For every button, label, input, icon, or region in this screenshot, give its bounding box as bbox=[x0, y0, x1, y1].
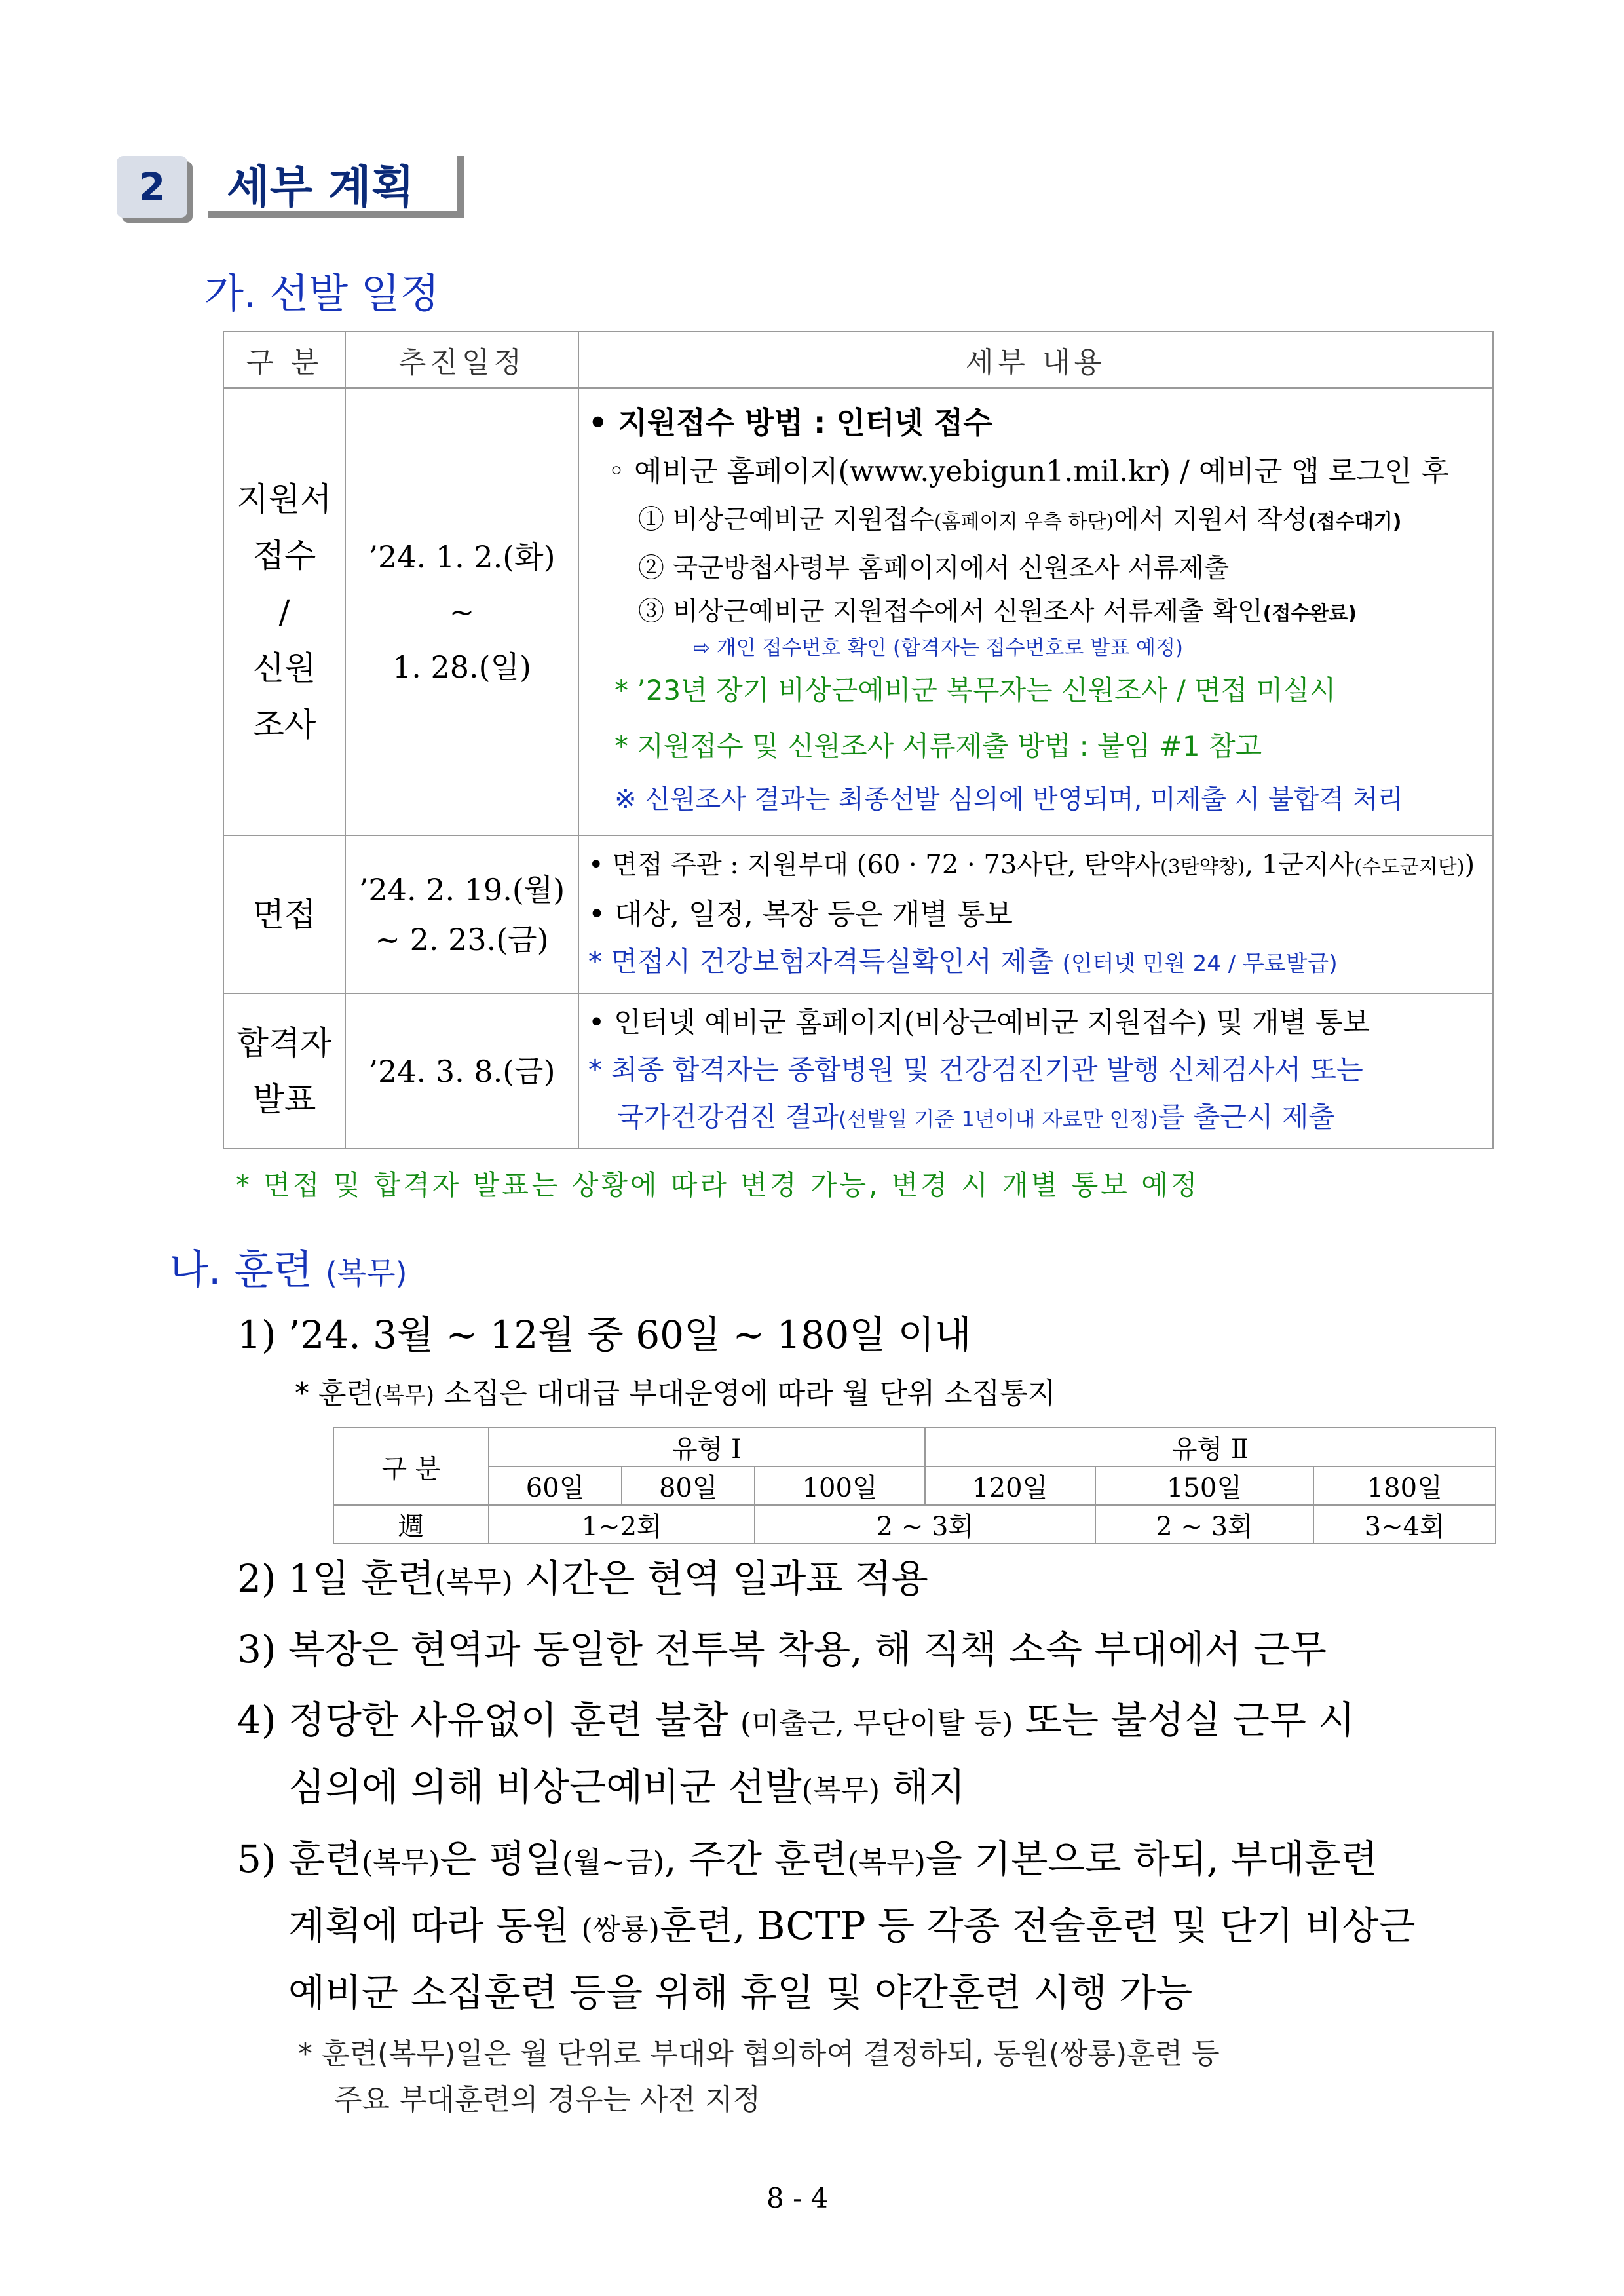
date-line: ’24. 1. 2.(화) bbox=[368, 539, 556, 575]
training-item-5-cont bbox=[288, 1895, 1416, 1950]
text-part: 5) 훈련 bbox=[237, 1837, 362, 1881]
schedule-footnote: * 면접 및 합격자 발표는 상황에 따라 변경 가능, 변경 시 개별 통보 예정 bbox=[236, 1169, 1200, 1201]
freq-cell: 2 ~ 3회 bbox=[1095, 1505, 1314, 1544]
freq-cell: 2 ~ 3회 bbox=[755, 1505, 1095, 1544]
text-part: (3탄약창) bbox=[1160, 856, 1245, 879]
days-cell: 150일 bbox=[1095, 1466, 1314, 1505]
detail-step bbox=[588, 591, 1486, 634]
training-heading bbox=[169, 1237, 407, 1295]
days-cell: 80일 bbox=[622, 1466, 755, 1505]
category-line: 면접 bbox=[252, 895, 316, 934]
training-item-1-note bbox=[295, 1369, 1055, 1411]
training-item-1: 1) ’24. 3월 ~ 12월 중 60일 ~ 180일 이내 bbox=[237, 1312, 972, 1357]
section-number-badge: 2 bbox=[117, 156, 187, 218]
text-part: (수도군지단) bbox=[1354, 856, 1465, 879]
text-part: (인터넷 민원 24 / 무료발급) bbox=[1062, 951, 1338, 977]
detail-line: • 대상, 일정, 복장 등은 개별 통보 bbox=[588, 898, 1013, 931]
type-2-header: 유형 Ⅱ bbox=[925, 1428, 1496, 1466]
date-line: ~ bbox=[449, 594, 475, 630]
week-label: 週 bbox=[333, 1505, 489, 1544]
training-item-3: 3) 복장은 현역과 동일한 전투복 착용, 해 직책 소속 부대에서 근무 bbox=[237, 1627, 1327, 1672]
text-part: • 면접 주관 : 지원부대 (60 · 72 · 73사단, 탄약사 bbox=[588, 850, 1160, 880]
detail-line bbox=[588, 841, 1486, 891]
row-category bbox=[223, 835, 345, 993]
heading-text: 나. 훈련 bbox=[169, 1246, 313, 1293]
text-part: (복무) bbox=[374, 1383, 435, 1409]
training-item-4 bbox=[237, 1689, 1355, 1744]
date-line: 1. 28.(일) bbox=[392, 649, 531, 685]
training-item-2 bbox=[237, 1548, 928, 1603]
detail-blue-note bbox=[588, 938, 1486, 987]
freq-cell: 3~4회 bbox=[1313, 1505, 1496, 1544]
step-text: ③ 비상근예비군 지원접수에서 신원조사 서류제출 확인 bbox=[638, 596, 1263, 626]
days-cell: 180일 bbox=[1313, 1466, 1496, 1505]
header-category: 구 분 bbox=[223, 332, 345, 388]
training-item-4-cont bbox=[288, 1756, 966, 1811]
training-item-5 bbox=[237, 1828, 1378, 1883]
text-part: (월~금) bbox=[561, 1846, 665, 1879]
step-small: (홈페이지 우측 하단) bbox=[934, 510, 1114, 533]
text-part: (쌍룡) bbox=[581, 1913, 660, 1946]
text-part: 시간은 현역 일과표 적용 bbox=[512, 1556, 928, 1601]
text-part: (선발일 기준 1년이내 자료만 인정) bbox=[838, 1107, 1158, 1132]
row-details bbox=[578, 388, 1493, 835]
category-line: / bbox=[278, 592, 290, 631]
table-row bbox=[333, 1505, 1496, 1544]
step-text: ② 국군방첩사령부 홈페이지에서 신원조사 서류제출 bbox=[638, 552, 1230, 583]
detail-blue-note: * 최종 합격자는 종합병원 및 건강검진기관 발행 신체검사서 또는 bbox=[588, 1054, 1363, 1086]
step-tag: (접수완료) bbox=[1262, 602, 1357, 625]
text-part: 심의에 의해 비상근예비군 선발 bbox=[288, 1765, 802, 1809]
detail-blue-note: ※ 신원조사 결과는 최종선발 심의에 반영되며, 미제출 시 불합격 처리 bbox=[614, 784, 1403, 814]
step-tag: (접수대기) bbox=[1308, 510, 1402, 533]
category-line: 조사 bbox=[252, 705, 316, 744]
header-details: 세부 내용 bbox=[578, 332, 1493, 388]
days-cell: 120일 bbox=[925, 1466, 1095, 1505]
table-row bbox=[333, 1428, 1496, 1466]
text-part: 또는 불성실 근무 시 bbox=[1013, 1698, 1355, 1742]
text-part: , 1군지사 bbox=[1245, 850, 1355, 880]
training-label: 구 분 bbox=[333, 1428, 489, 1505]
text-part: , 주간 훈련 bbox=[664, 1837, 848, 1881]
row-details bbox=[578, 835, 1493, 993]
detail-green-note: * ’23년 장기 비상근예비군 복무자는 신원조사 / 면접 미실시 bbox=[614, 674, 1336, 706]
schedule-header-row bbox=[223, 332, 1493, 388]
text-part: 를 출근시 제출 bbox=[1158, 1101, 1335, 1133]
detail-line: • 인터넷 예비군 홈페이지(비상근예비군 지원접수) 및 개별 통보 bbox=[588, 1006, 1370, 1039]
text-part: (복무) bbox=[434, 1565, 513, 1599]
row-details bbox=[578, 993, 1493, 1149]
table-row bbox=[223, 835, 1493, 993]
category-line: 신원 bbox=[252, 649, 316, 687]
detail-sub: ◦ 예비군 홈페이지(www.yebigun1.mil.kr) / 예비군 앱 로그인 후 bbox=[608, 454, 1449, 488]
days-cell: 100일 bbox=[755, 1466, 925, 1505]
row-dates bbox=[345, 993, 578, 1149]
table-row bbox=[223, 993, 1493, 1149]
training-item-5-note: * 훈련(복무)일은 월 단위로 부대와 협의하여 결정하되, 동원(쌍룡)훈련 등 bbox=[298, 2037, 1220, 2071]
table-row bbox=[333, 1466, 1496, 1505]
detail-bullet: • 지원접수 방법 : 인터넷 접수 bbox=[588, 404, 992, 440]
date-line: ’24. 3. 8.(금) bbox=[368, 1053, 556, 1089]
text-part: * 훈련 bbox=[295, 1377, 374, 1410]
days-cell: 60일 bbox=[489, 1466, 622, 1505]
header-dates: 추진일정 bbox=[345, 332, 578, 388]
text-part: 훈련, BCTP 등 각종 전술훈련 및 단기 비상근 bbox=[659, 1904, 1416, 1948]
row-dates bbox=[345, 388, 578, 835]
text-part: (복무) bbox=[847, 1846, 926, 1879]
text-part: 계획에 따라 동원 bbox=[288, 1904, 582, 1948]
detail-arrow-note: ⇨ 개인 접수번호 확인 (합격자는 접수번호로 발표 예정) bbox=[693, 636, 1184, 660]
text-part: (복무) bbox=[801, 1774, 880, 1807]
training-item-5-cont: 예비군 소집훈련 등을 위해 휴일 및 야간훈련 시행 가능 bbox=[288, 1970, 1193, 2015]
detail-green-note: * 지원접수 및 신원조사 서류제출 방법 : 붙임 #1 참고 bbox=[614, 729, 1262, 762]
training-item-5-note: 주요 부대훈련의 경우는 사전 지정 bbox=[334, 2083, 761, 2116]
heading-small: (복무) bbox=[325, 1255, 407, 1291]
page-number: 8 - 4 bbox=[766, 2182, 829, 2214]
text-part: 국가건강검진 결과 bbox=[617, 1101, 839, 1133]
text-part: 을 기본으로 하되, 부대훈련 bbox=[925, 1837, 1378, 1881]
schedule-heading: 가. 선발 일정 bbox=[204, 269, 440, 317]
row-category bbox=[223, 993, 345, 1149]
table-row bbox=[223, 388, 1493, 835]
category-line: 발표 bbox=[252, 1080, 316, 1119]
text-part: (복무) bbox=[362, 1846, 440, 1879]
training-table bbox=[333, 1427, 1496, 1544]
text-part: 은 평일 bbox=[440, 1837, 562, 1881]
category-line: 합격자 bbox=[236, 1024, 332, 1062]
row-dates bbox=[345, 835, 578, 993]
type-1-header: 유형 Ⅰ bbox=[489, 1428, 925, 1466]
text-part: (미출근, 무단이탈 등) bbox=[740, 1707, 1013, 1740]
text-part: * 면접시 건강보험자격득실확인서 제출 bbox=[588, 946, 1054, 978]
row-category bbox=[223, 388, 345, 835]
section-title: 세부 계획 bbox=[208, 156, 464, 218]
category-line: 지원서 bbox=[236, 480, 332, 518]
text-part: 4) 정당한 사유없이 훈련 불참 bbox=[237, 1698, 741, 1742]
detail-step bbox=[588, 545, 1486, 591]
date-line: ~ 2. 23.(금) bbox=[375, 921, 549, 957]
schedule-table bbox=[223, 331, 1494, 1149]
text-part: 2) 1일 훈련 bbox=[237, 1556, 435, 1601]
text-part: 소집은 대대급 부대운영에 따라 월 단위 소집통지 bbox=[434, 1377, 1056, 1410]
step-text: ① 비상근예비군 지원접수 bbox=[638, 504, 934, 535]
detail-blue-note bbox=[588, 1094, 1486, 1143]
step-after: 에서 지원서 작성 bbox=[1114, 504, 1308, 535]
freq-cell: 1~2회 bbox=[489, 1505, 755, 1544]
detail-step bbox=[588, 497, 1486, 545]
text-part: 해지 bbox=[880, 1765, 966, 1809]
text-part: ) bbox=[1464, 850, 1475, 880]
date-line: ’24. 2. 19.(월) bbox=[358, 871, 565, 908]
category-line: 접수 bbox=[252, 536, 316, 575]
